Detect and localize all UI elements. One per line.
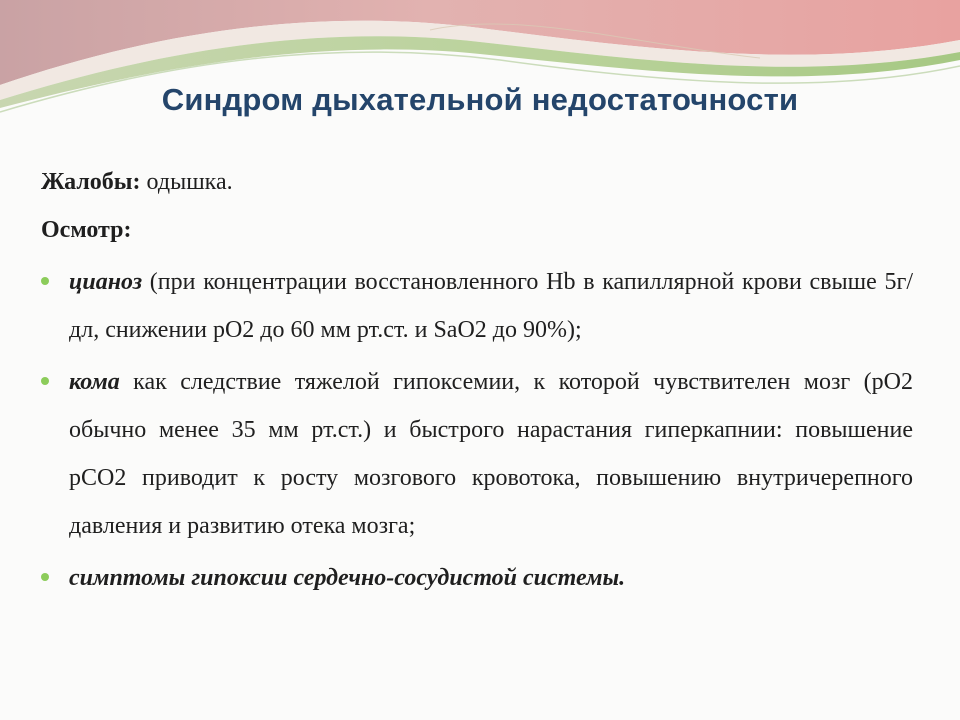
finding-term: симптомы гипоксии сердечно-сосудистой системы.: [69, 565, 626, 591]
exam-heading: [41, 206, 913, 254]
complaints-label: Жалобы:: [41, 169, 141, 195]
finding-text: (при концентрации восстановленного Hb в капиллярной крови свыше 5г/дл, снижении pO2 до 60 мм рт.ст. и SaO2 до 90%);: [69, 269, 913, 343]
bullet-dot-icon: [41, 377, 49, 385]
list-item: [41, 358, 913, 550]
exam-label: Осмотр:: [41, 217, 132, 243]
list-item: [41, 554, 913, 602]
slide-content: [41, 158, 913, 602]
finding-text: как следствие тяжелой гипоксемии, к которой чувствителен мозг (pO2 обычно менее 35 мм рт.ст.) и быстрого нарастания гиперкапнии: повышение pCO2 приводит к росту мозгового кровотока, повышению внутричерепного давления и развитию отека мозга;: [69, 369, 913, 539]
exam-findings-list: [41, 258, 913, 602]
finding-term: цианоз: [69, 269, 143, 295]
bullet-dot-icon: [41, 573, 49, 581]
slide-title: Синдром дыхательной недостаточности: [161, 82, 799, 117]
complaints-text: одышка.: [140, 169, 233, 195]
bullet-dot-icon: [41, 277, 49, 285]
list-item: [41, 258, 913, 354]
complaints-line: [41, 158, 913, 206]
finding-term: кома: [69, 369, 120, 395]
